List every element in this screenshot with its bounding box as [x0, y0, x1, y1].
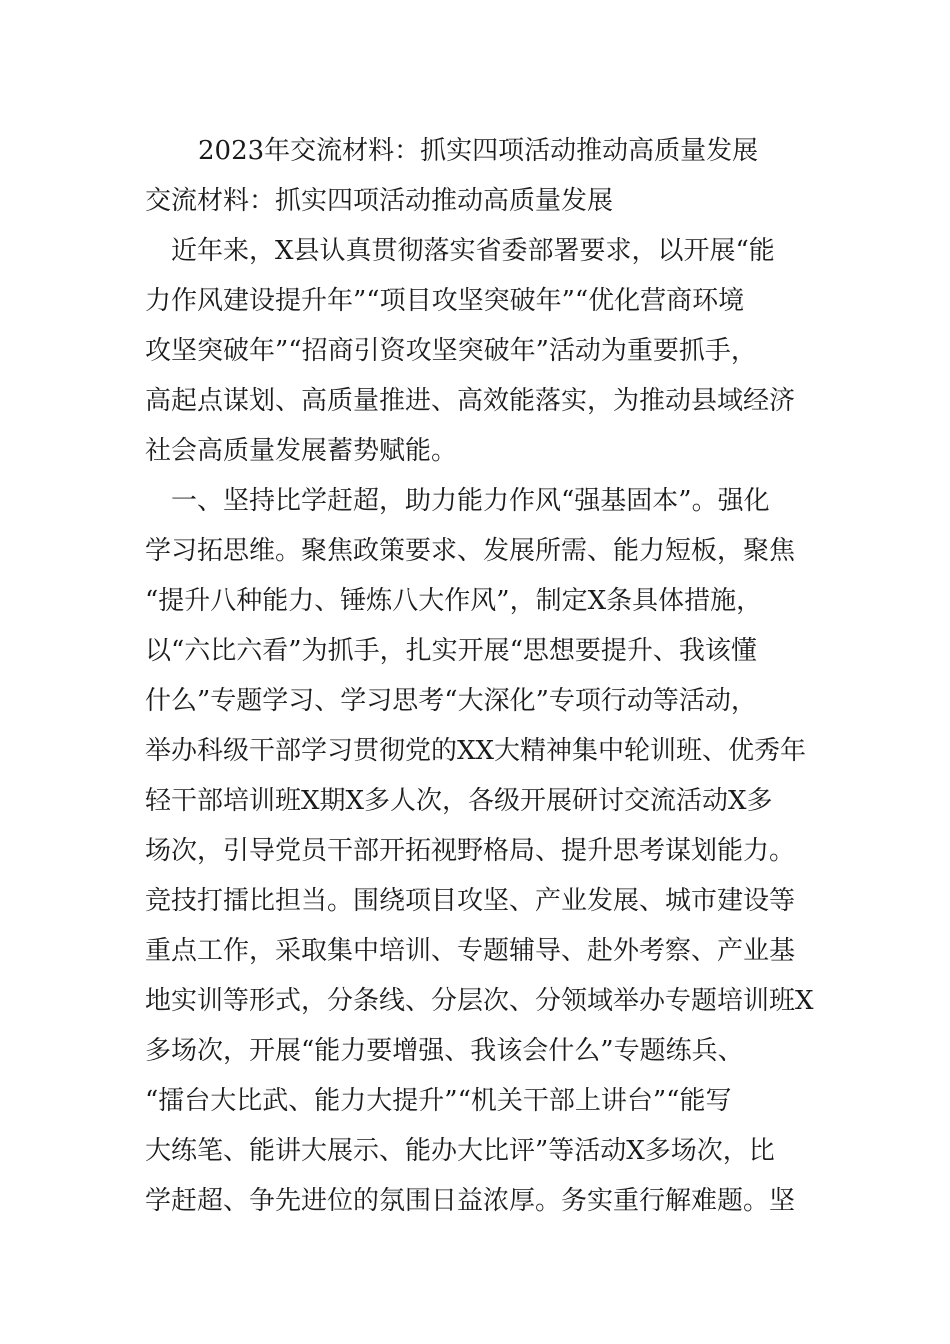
text-line: 什么”专题学习、学习思考“大深化”专项行动等活动，: [145, 686, 757, 716]
text-line: 攻坚突破年”“招商引资攻坚突破年”活动为重要抓手，: [145, 336, 757, 366]
text-line: 一、坚持比学赶超，助力能力作风“强基固本”。强化: [145, 486, 770, 516]
text-line: 力作风建设提升年”“项目攻坚突破年”“优化营商环境: [145, 286, 745, 316]
text-line: 竞技打擂比担当。围绕项目攻坚、产业发展、城市建设等: [145, 886, 796, 916]
text-line: 大练笔、能讲大展示、能办大比评”等活动X多场次，比: [145, 1136, 775, 1166]
text-line: 多场次，开展“能力要增强、我该会什么”专题练兵、: [145, 1036, 744, 1066]
text-line: 社会高质量发展蓄势赋能。: [145, 436, 458, 466]
document-title: 2023年交流材料：抓实四项活动推动高质量发展: [198, 136, 759, 166]
text-line: 交流材料：抓实四项活动推动高质量发展: [145, 186, 614, 216]
text-line: “擂台大比武、能力大提升”“机关干部上讲台”“能写: [145, 1086, 732, 1116]
text-line: 轻干部培训班X期X多人次，各级开展研讨交流活动X多: [145, 786, 773, 816]
text-line: 重点工作，采取集中培训、专题辅导、赴外考察、产业基: [145, 936, 796, 966]
text-line: 学习拓思维。聚焦政策要求、发展所需、能力短板，聚焦: [145, 536, 796, 566]
text-line: 近年来，X县认真贯彻落实省委部署要求，以开展“能: [145, 236, 775, 266]
text-line: 以“六比六看”为抓手，扎实开展“思想要提升、我该懂: [145, 636, 757, 666]
text-line: “提升八种能力、锤炼八大作风”，制定X条具体措施，: [145, 586, 763, 616]
text-line: 地实训等形式，分条线、分层次、分领域举办专题培训班X: [145, 986, 814, 1016]
text-line: 场次，引导党员干部开拓视野格局、提升思考谋划能力。: [145, 836, 796, 866]
text-line: 举办科级干部学习贯彻党的XX大精神集中轮训班、优秀年: [145, 736, 807, 766]
text-line: 学赶超、争先进位的氛围日益浓厚。务实重行解难题。坚: [145, 1186, 796, 1216]
text-line: 高起点谋划、高质量推进、高效能落实，为推动县域经济: [145, 386, 796, 416]
